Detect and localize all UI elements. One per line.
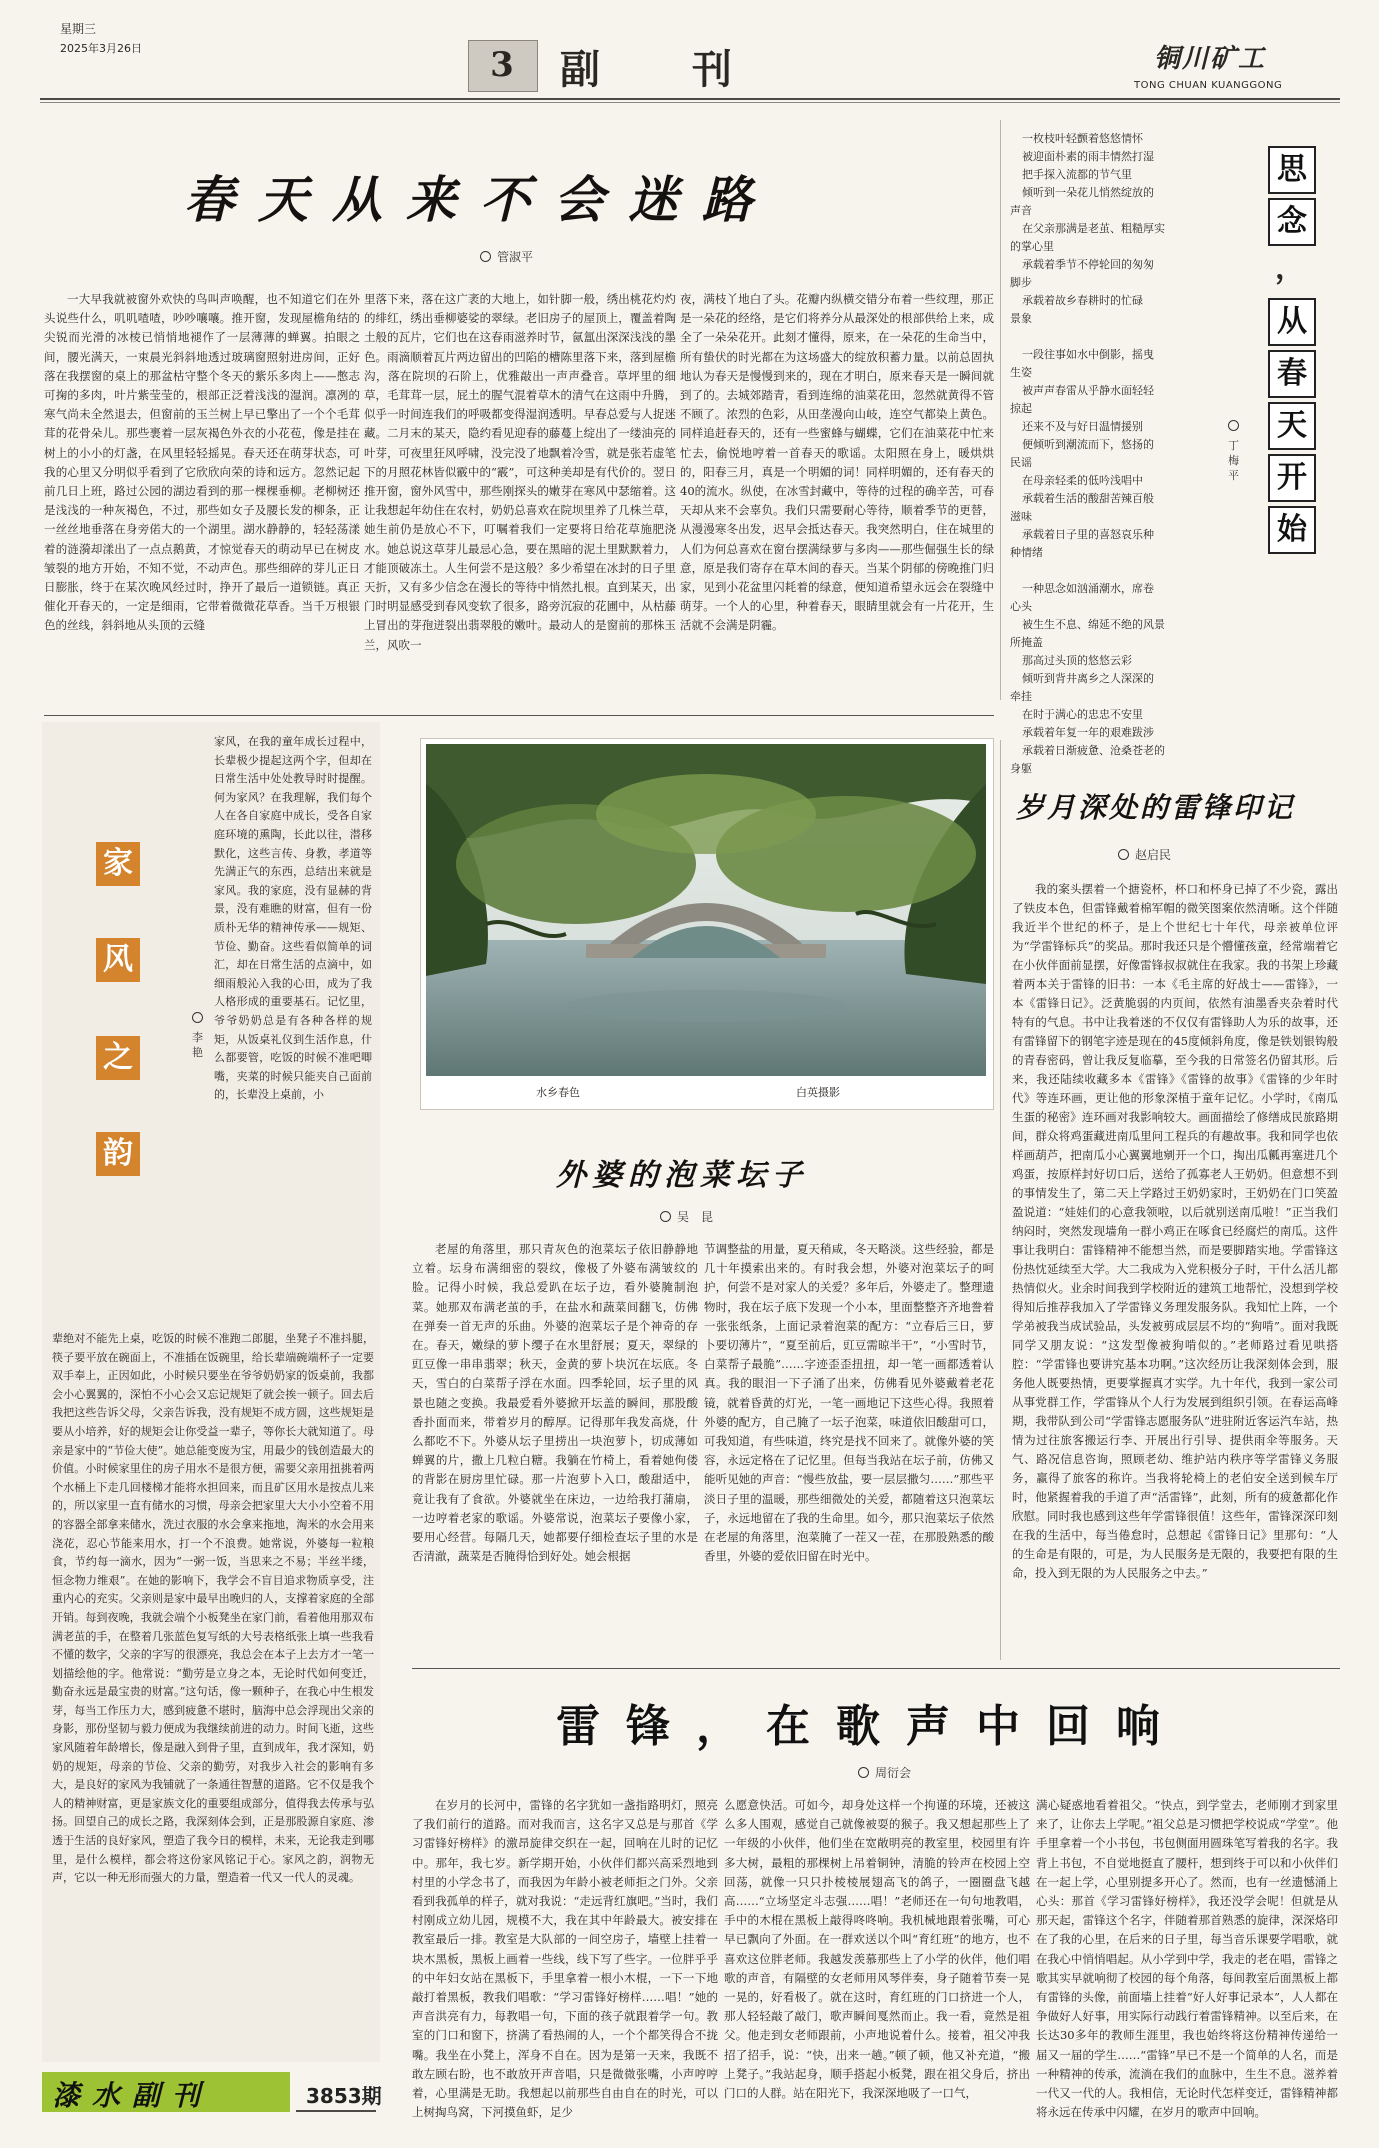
poem-line: 承载着日子里的喜怒哀乐种 <box>1022 528 1154 541</box>
poem-title-char: 开 <box>1268 454 1316 502</box>
section-name: 副 刊 <box>560 46 758 93</box>
pickle-col-1: 老屋的角落里，那只青灰色的泡菜坛子依旧静静地立着。坛身布满细密的裂纹，像极了外婆布满皱纹的脸。记得小时候，我总爱趴在坛子边，看外婆腌制泡菜。她那双布满老茧的手，在盐水和蔬菜间翻飞，仿佛在弹奏一首无声的乐曲。外婆的泡菜坛子是个神奇的存在。春天，嫩绿的萝卜缨子在水里舒展；夏天，翠绿的豇豆像一串串翡翠；秋天，金黄的萝卜块沉在坛底。冬天，雪白的白菜帮子浮在水面。四季轮回，坛子里的风景也随之变换。我最爱看外婆掀开坛盖的瞬间，那股酸香扑面而来，带着岁月的醇厚。记得那年我发高烧，什么都吃不下。外婆从坛子里捞出一块泡萝卜，切成薄如蝉翼的片，撒上几粒白糖。我躺在竹椅上，看着她佝偻的背影在厨房里忙碌。那一片泡萝卜入口，酸甜适中，竟让我有了食欲。外婆就坐在床边，一边给我打蒲扇，一边哼着老家的歌谣。外婆常说，泡菜坛子要像小家，要用心经营。每隔几天，她都要仔细检查坛子里的水是否清澈，蔬菜是否腌得恰到好处。她会根据 <box>412 1242 698 1564</box>
poem-line: 那高过头顶的悠悠云彩 <box>1022 654 1132 667</box>
poem-line: 所掩盖 <box>1010 636 1043 649</box>
masthead-rule <box>40 98 1340 100</box>
footer-issue: 3853期 <box>306 2084 382 2108</box>
family-title-char: 之 <box>96 1036 140 1080</box>
poem-title-char: 从 <box>1268 298 1316 346</box>
poem-line: 景象 <box>1010 312 1032 325</box>
poem-line: 被迎面朴素的雨丰情然打湿 <box>1022 150 1154 163</box>
song-col-2: 么愿意快活。可如今，却身处这样一个拘谨的环境，还被这么多人围观，感觉自己就像被耍的猴子。我又想起那些上了一年级的小伙伴，他们坐在宽敞明亮的教室里，校园里有许多大树，最粗的那棵树上吊着铜钟，清脆的铃声在校园上空回荡，就像一只只扑棱棱展翅高飞的鸽子，一圈圈盘飞越高……“立场坚定斗志强……唱！”老师还在一句句地教唱，手中的木棍在黑板上敲得咚咚响。我机械地跟着张嘴，可心早已飘向了外面。在一群欢送以个叫“育红班”的地方，也不喜欢这位胖老师。我越发羡慕那些上了小学的伙伴，他们唱歌的声音，有隔壁的女老师用风琴伴奏，身子随着节奏一晃一晃的，好看极了。就在这时，育红班的门口挤进一个人，那人轻轻敲了敲门，歌声瞬间戛然而止。我一看，竟然是祖父。他走到女老师跟前，小声地说着什么。接着，祖父冲我招了招手，说：“快，出来一趟。”顿了顿，他又补充道，“搬上凳子。”我站起身，顺手搭起小板凳，跟在祖父身后，挤出门口的人群。站在阳光下，我深深地吸了一口气， <box>724 1798 1030 2101</box>
poem-title-char: ， <box>1275 251 1305 286</box>
poem-line: 承载着故乡春耕时的忙碌 <box>1022 294 1143 307</box>
poem-line: 把手探入流都的节气里 <box>1022 168 1132 181</box>
family-top-rule <box>44 715 994 716</box>
song-author: 周衍会 <box>858 1764 911 1781</box>
poem-line <box>1010 562 1220 580</box>
song-col-3: 满心疑惑地看着祖父。“快点，到学堂去，老师刚才到家里来了，让你去上学呢。”祖父总是习惯把学校说成“学堂”。他手里拿着一个小书包，书包侧面用圆珠笔写着我的名字。我背上书包，不自觉地挺直了腰杆，想到终于可以和小伙伴们在一起上学，心里别提多开心了。然而，也有一丝遗憾涌上心头：那首《学习雷锋好榜样》，我还没学会呢！但就是从那天起，雷锋这个名字，伴随着那首熟悉的旋律，深深烙印在了我的心里，在后来的日子里，每当音乐课要学唱歌，就在我心中悄悄唱起。从小学到中学，我走的老在唱，雷锋之歌其实早就响彻了校园的每个角落，每间教室后面黑板上都有雷锋的头像，前面墙上挂着“好人好事记录本”，人人都在争做好人好事，用实际行动践行着雷锋精神。以至后来，在长达30多年的教师生涯里，我也始终将这份精神传递给一届又一届的学生……“雷锋”早已不是一个简单的人名，而是一种精神的传承，流淌在我们的血脉中，生生不息。滋养着一代又一代的人。我相信，无论时代怎样变迁，雷锋精神都将永远在传承中闪耀，在岁月的歌声中回响。 <box>1036 1798 1338 2120</box>
poem-line: 承载着年复一年的艰难跋涉 <box>1022 726 1154 739</box>
poem-line <box>1010 328 1220 346</box>
poem-line: 的掌心里 <box>1010 240 1054 253</box>
poem-title-char: 天 <box>1268 402 1316 450</box>
poem-title-char: 春 <box>1268 350 1316 398</box>
spring-col-3: 夜，满枝丫地白了头。花瓣内纵横交错分布着一些纹理，那正是一朵花的经络，是它们将养分从最深处的根部供给上来，成全了一朵朵花开。此刻才懂得，原来，在一朵花的生命当中，所有蛰伏的时光都在为这场盛大的绽放积蓄力量。以前总固执地认为春天是慢慢到来的，现在才明白，原来春天是一瞬间就到了的。去城郊踏青，看到连绵的油菜花田，忽然就黄得不管不顾了。浓烈的色彩，从田垄漫向山岐，连空气都染上黄色。同样追赶春天的，还有一些蜜蜂与蝴蝶，它们在油菜花中忙来忙去，偷悦地哼着一首春天的歌谣。太阳照在身上，暖烘烘的，阳春三月，真是一个明媚的词！同样明媚的，还有春天的40的流水。纵使，在冰雪封藏中，等待的过程的确辛苦，可春天却从来不会辜负。我们只需要耐心等待，顺着季节的更替，从漫漫寒冬出发，迟早会抵达春天。我突然明白，住在城里的人们为何总喜欢在窗台摆满绿萝与多肉——那些倔强生长的绿意，原是我们寄存在草木间的春天。当某个阴郁的傍晚推门归家，见到小花盆里闪耗着的绿意，便知道希望永远会在裂缝中萌芽。一个人的心里，种着春天，眼睛里就会有一片花开，生活就不会满是阴霾。 <box>680 292 994 633</box>
pickle-title: 外婆的泡菜坛子 <box>556 1158 808 1193</box>
poem-line: 承载着日渐疲惫、沧桑苍老的 <box>1022 744 1165 757</box>
author-ring-icon <box>1118 849 1129 860</box>
spring-author: 管淑平 <box>480 248 533 265</box>
poem-line: 一段往事如水中倒影，摇曳 <box>1022 348 1154 361</box>
masthead-rule-thin <box>40 102 1340 103</box>
author-ring-icon <box>480 251 491 262</box>
poem-line: 一种思念如汹涌潮水，席卷 <box>1022 582 1154 595</box>
poem-line: 民谣 <box>1010 456 1032 469</box>
memory-author: 赵启民 <box>1118 846 1171 863</box>
poem-line: 一枚枝叶轻颤着悠悠情怀 <box>1022 132 1143 145</box>
song-col-1: 在岁月的长河中，雷锋的名字犹如一盏指路明灯，照亮了我们前行的道路。而对我而言，这名字又总是与那首《学习雷锋好榜样》的激昂旋律交织在一起，回响在儿时的记忆中。那年，我七岁。新学期开始，小伙伴们都兴高采烈地到村里的小学念书了，而我因为年龄小被老师拒之门外。父亲看到我孤单的样子，就对我说：“走远背红旗吧。”当时，我们村刚成立幼儿园，规模不大，我在其中年龄最大。被安排在教室最后一排。教室是大队部的一间空房子，墙壁上挂着一块木黑板，黑板上画着一些线，线下写了些字。一位胖乎乎的中年妇女站在黑板下，手里拿着一根小木棍，一下一下地敲打着黑板，教我们唱歌：“学习雷锋好榜样……唱！”她的声音洪亮有力，每教唱一句，下面的孩子就跟着学一句。教室的门口和窗下，挤满了看热闹的人，一个个都笑得合不拢嘴。我坐在小凳上，浑身不自在。因为是第一天来，我既不敢左顾右盼，也不敢放开声音唱，只是微微张嘴，小声哼哼着，心里满是无助。我想起以前那些自由自在的时光，可以上树掏鸟窝，下河摸鱼虾，足少 <box>412 1798 718 2120</box>
song-top-rule <box>412 1668 1340 1669</box>
author-ring-icon <box>660 1211 671 1222</box>
poem-line: 滋味 <box>1010 510 1032 523</box>
poem-lines-list <box>1010 130 1220 778</box>
spring-right-rule <box>1000 120 1001 700</box>
author-ring-icon <box>192 1012 203 1023</box>
photo-caption-right: 白英摄影 <box>796 1086 840 1099</box>
poem-line: 倾听到背井离乡之人深深的 <box>1022 672 1154 685</box>
family-title-char: 家 <box>96 842 140 886</box>
poem-line: 被声声春雷从乎静水面轻轻 <box>1022 384 1154 397</box>
memory-title: 岁月深处的雷锋印记 <box>1016 791 1296 824</box>
page-number: 3 <box>490 45 514 85</box>
poem-line: 身躯 <box>1010 762 1032 775</box>
poem-title-char: 念 <box>1268 198 1316 246</box>
paper-name: 铜川矿工 <box>1154 44 1267 74</box>
spring-col-2: 里落下来，落在这广袤的大地上，如针脚一般，绣出桃花灼灼的绯红，绣出垂柳婆娑的翠绿。老旧房子的屋顶上，覆盖着陶土般的瓦片，它们也在这春雨滋养时节，氤氲出深深浅浅的墨色。雨滴顺着瓦片两边留出的凹陷的槽陈里落下来，落到屋檐沟，落在院坝的石阶上，优雅敲出一声声叠音。草坪里的细草，毛茸茸一层，屁土的腥气混着草木的清气在这雨中升腾，似乎一时间连我们的呼吸都变得湿润透明。早春总爱与人捉迷藏。二月末的某天，隐约看见迎春的藤蔓上绽出了一缕油亮的叶芽，可夜里狂风呼啸，没完没了地飘着冷雪，就是张若虚笔下的月照花林皆似霰中的“霰”，可这种美却是有代价的。翌日推开窗，窗外风雪中，那些刚探头的嫩芽在寒风中瑟缩着。这让我想起年幼住在农村，奶奶总喜欢在院坝里养了几株兰草，她生前仍是放心不下，叮嘱着我们一定要将日给花草施肥浇水。她总说这草芽儿最忌心急，要在黑暗的泥土里默默着力，才能顶破冻土。人生何尝不是这般？多少希望在冰封的日子里天折，又有多少信念在漫长的等待中悄然扎根。直到某天，出门时明显感受到春风变软了很多，路旁沉寂的花圃中，从枯藤上冒出的芽孢迸裂出翡翠般的嫩叶。最动人的是窗前的那株玉兰，风吹一 <box>364 292 676 652</box>
song-title: 雷锋，在歌声中回响 <box>556 1701 1186 1752</box>
poem-line: 脚步 <box>1010 276 1032 289</box>
poem-lines <box>1010 130 1220 775</box>
poem-author: 丁梅平 <box>1228 420 1242 483</box>
poem-line: 生姿 <box>1010 366 1032 379</box>
poem-line: 掠起 <box>1010 402 1032 415</box>
footer-rule <box>296 2110 376 2112</box>
poem-line: 承载着生活的酸甜苦辣百般 <box>1022 492 1154 505</box>
poem-title-char: 思 <box>1268 146 1316 194</box>
poem-line: 种情绪 <box>1010 546 1043 559</box>
poem-line: 便倾听到潮流而下，悠扬的 <box>1022 438 1154 451</box>
footer-brand: 漆水副刊 <box>52 2079 213 2112</box>
spring-col-1: 一大早我就被窗外欢快的鸟叫声唤醒，也不知道它们在外头说些什么，叽叽喳喳，吵吵嚷嚷。推开窗，发现屋檐角结的尖锐而光滑的冰棱已悄悄地褪作了一层薄薄的蝉翼。拍眼之间，腰光满天，一束晨光斜斜地透过玻璃窗照射进房间，正好落在我摆窗的桌上的那盆枯守整个冬天的紫乐多肉上——憋志可掬的多肉，叶片紫莹莹的，根部正泛着浅浅的湿润。凛冽的寒气尚未全然退去，但窗前的玉兰树上早已擎出了一个个毛茸茸的花骨朵儿。那些裹着一层灰褐色外衣的小花苞，像是挂在树上的小小的灯盏，在风里轻轻摇晃。春天还在萌芽状态，可我的心里又分明似乎看到了它欣欣向荣的诗和远方。忽然记起前几日上班，路过公园的湖边看到的那一棵棵垂柳。老柳树还是浅浅的一种灰褐色，不过，那些如女子及腰长发的柳条，正一丝丝地垂落在身旁偌大的一个湖里。湖水静静的，轻轻荡漾着的涟漪却漾出了一点点鹅黄，才惊觉春天的萌动早已在树皮皱裂的地方开始，不知不觉，不动声色。那些细碎的芽儿正日日膨胀，终于在某次晚风经过时，挣开了最后一道锁链。真正催化开春天的，一定是细雨，它带着微微花草香。当千万根银色的丝线，斜斜地从头顶的云缝 <box>44 292 360 633</box>
poem-line: 被生生不息、绵延不绝的风景 <box>1022 618 1165 631</box>
poem-title-char: 始 <box>1268 506 1316 554</box>
poem-line: 声音 <box>1010 204 1032 217</box>
pickle-col-2: 节调整盐的用量，夏天稍咸，冬天略淡。这些经验，都是几十年摸索出来的。有时我会想，外婆对泡菜坛子的呵护，何尝不是对家人的关爱？多年后，外婆走了。整理遗物时，我在坛子底下发现一个小本，里面整整齐齐地誊着一张张纸条，上面记录着泡菜的配方：“立春后三日，萝卜要切薄片”，“夏至前后，豇豆需晾半干”，“小雪时节，白菜帮子最脆”……字迹歪歪扭扭，却一笔一画都透着认真。我的眼泪一下子涌了出来，仿佛看见外婆戴着老花镜，就着昏黄的灯光，一笔一画地记下这些心得。我照着外婆的配方，自己腌了一坛子泡菜，味道依旧酸甜可口，可我知道，有些味道，终究是找不回来了。就像外婆的笑容，永远定格在了记忆里。但每当我站在坛子前，仿佛又能听见她的声音：“慢些放盐，要一层层撒匀……”那些平淡日子里的温暖，那些细微处的关爱，都随着这只泡菜坛子，永远地留在了我的生命里。如今，那只泡菜坛子依然在老屋的角落里，泡菜腌了一茬又一茬，在那股熟悉的酸香里，外婆的爱依旧留在时光中。 <box>704 1242 994 1564</box>
family-title-char: 风 <box>96 938 140 982</box>
poem-line: 还来不及与好日温情援别 <box>1022 420 1143 433</box>
poem-line: 心头 <box>1010 600 1032 613</box>
poem-line: 在父亲那满是老茧、粗糙厚实 <box>1022 222 1165 235</box>
weekday: 星期三 <box>60 22 97 36</box>
pickle-author: 吴 昆 <box>660 1208 713 1225</box>
family-author: 李 艳 <box>192 1012 206 1060</box>
family-text-narrow: 家风，在我的童年成长过程中，长辈极少提起这两个字，但却在日常生活中处处教导时时提醒。何为家风？在我理解，我们每个人在各自家庭中成长，受各自家庭环境的熏陶，长此以往，潜移默化，这些言传、身教，孝道等先满正气的东西，总结出来就是家风。我的家庭，没有显赫的背景，没有难瞧的财富，但有一份质朴无华的精神传承——规矩、节俭、勤奋。这些看似简单的词汇，却在日常生活的点滴中，如细雨般沁入我的心田，成为了我人格形成的重要基石。记忆里，爷爷奶奶总是有各种各样的规矩，从饭桌礼仪到生活作息，什么都要管，吃饭的时候不准吧唧嘴，夹菜的时候只能夹自己面前的，长辈没上桌前，小 <box>214 735 372 1102</box>
family-title-char: 韵 <box>96 1132 140 1176</box>
memory-text: 我的案头摆着一个搪瓷杯，杯口和杯身已掉了不少瓷，露出了铁皮本色，但雷锋戴着棉军帽的微笑图案依然清晰。这个伴随我近半个世纪的杯子，是上个世纪七十年代，母亲被单位评为“学雷锋标兵”的奖品。那时我还只是个懵懂孩童，经常端着它在小伙伴面前显摆，好像雷锋叔叔就住在我家。我的书架上珍藏着两本关于雷锋的旧书：一本《毛主席的好战士——雷锋》，一本《雷锋日记》。泛黄脆弱的内页间，依然有油墨香夹杂着时代特有的气息。书中让我着迷的不仅仅有雷锋助人为乐的故事，还有雷锋留下的钢笔字迹是现在的45度倾斜角度，像是铁划银钩般的青春密码，曾让我反复临摹，至今我的日常签名仍留其形。后来，我还陆续收藏多本《雷锋》《雷锋的故事》《雷锋的少年时代》等连环画，更让他的形象深植于童年记忆。小学时，《南瓜生蛋的秘密》连环画对我影响较大。画面描绘了修缮成民旅路期间，群众将鸡蛋藏进南瓜里问工程兵的有趣故事。我和同学也依样画葫芦，把南瓜小心翼翼地剜开一个口，掏出瓜瓤再塞进几个鸡蛋，按原样封好切口后，送给了孤寡老人王奶奶。但意想不到的事情发生了，第二天上学路过王奶奶家时，王奶奶在门口笑盈盈说道：“娃娃们的心意我领啦，以后就别送南瓜啦！”正当我们纳闷时，突然发现墙角一群小鸡正在啄食已经腐烂的南瓜。这件事让我明白：雷锋精神不能想当然，而是要脚踏实地。学雷锋这份热忱延续至大学。大二我成为入党积极分子时，干什么活儿都热情似火。业余时间我到学校附近的建筑工地帮忙，没想到学校得知后推荐我加入了学雷锋义务理发服务队。我知忙上阵，一个学弟被我当成试验品，头发被剪成层层不均的“狗啃”。面对我既同学又朋友说：“这发型像被狗啃似的。”老师路过看见哄搭腔：“学雷锋也要讲究基本功啊。”这次经历让我深刻体会到，服务他人既要热情，更要掌握真才实学。九十年代，我到一家公司从事党群工作，学雷锋从个人行为发展到组织引领。在春运高峰期，我带队到公司“学雷锋志愿服务队”进驻附近客运汽车站，热情为过往旅客搬运行李、开展出行引导、提供雨伞等服务。天气、路况信息咨询，照顾老幼、维护站内秩序等学雷锋义务服务，赢得了旅客的称许。当我将轮椅上的老伯安全送到候车厅时，他紧握着我的手道了声“活雷锋”，此刻，所有的疲惫都化作欣慰。同时我也感到这些年学雷锋很值！这些年，雷锋深深印刻在我的生活中，每当倦怠时，总想起《雷锋日记》里那句：“人的生命是有限的，可是，为人民服务是无限的，我要把有限的生命，投入到无限的为人民服务之中去。” <box>1012 882 1338 1580</box>
poem-line: 在时于满心的忠忠不安里 <box>1022 708 1143 721</box>
photo-caption-left: 水乡春色 <box>536 1086 580 1099</box>
spring-landscape-photo <box>426 744 986 1076</box>
author-ring-icon <box>1228 420 1239 431</box>
spring-title: 春天从来不会迷路 <box>184 170 776 229</box>
paper-pinyin: TONG CHUAN KUANGGONG <box>1134 80 1283 91</box>
issue-date: 2025年3月26日 <box>60 42 142 55</box>
poem-line: 承载着季节不停轮回的匆匆 <box>1022 258 1154 271</box>
family-text-wide: 辈绝对不能先上桌，吃饭的时候不准跑二郎腿，坐凳子不准抖腿，筷子要平放在碗面上，不准插在饭碗里，给长辈端碗端杯子一定要双手奉上，正因如此，小时候只要坐在爷爷奶奶家的饭桌前，我都会小心翼翼的，深怕不小心会又忘记规矩了就会挨一顿子。回去后我把这些告诉父母，父亲告诉我，没有规矩不成方圆，这些规矩是要从小培养，好的规矩会让你受益一辈子，等你长大就知道了。母亲是家中的“节俭大使”。她总能变废为宝，用最少的钱创造最大的价值。小时候家里住的房子用水不是很方便，需要父亲用扭挑着两个水桶上下走几回楼梯才能将水担回来，而且矿区用水是按点儿来的，所以家里一直有储水的习惯，母亲会把家里大大小小空着不用的容器全部拿来储水，洗过衣服的水会拿来拖地，淘米的水会用来浇花，忍心节能来用水，打一个不浪费。她常说，外婆每一粒粮食，节约每一滴水，因为“一粥一饭，当思来之不易；半丝半缕，恒念物力维艰”。在她的影响下，我学会不盲目追求物质享受，注重内心的充实。父亲则是家中最早出晚归的人，支撑着家庭的全部开销。每到夜晚，我就会端个小板凳坐在家门前，看着他用那双布满老茧的手，在整着几张蓝色复写纸的大号表格纸张上填一些我看不懂的数字，父亲的字写的很漂亮，我总会在本子上去方才一笔一划描绘他的字。他常说：“勤劳是立身之本，无论时代如何变迁，勤奋永远是最宝贵的财富。”这句话，像一颗种子，在我心中生根发芽，每当工作压力大，感到疲惫不堪时，脑海中总会浮现出父亲的身影，那份坚韧与毅力便成为我继续前进的动力。时间飞逝，这些家风随着年龄增长，像是融入到骨子里，直到成年，我才深知，奶奶的规矩，母亲的节俭、父亲的勤劳，对我步入社会的影响有多大，是良好的家风为我铺就了一条通往智慧的道路。它不仅是我个人的精神财富，更是家族文化的重要组成部分，值得我去传承与弘扬。回望自己的成长之路，我深刻体会到，正是那股源自家庭、渗透于生活的良好家风，塑造了我今日的模样，未来，无论我走到哪里，是什么模样，都会将这份家风铭记于心。家风之韵，润物无声，它以一种无形而强大的力量，塑造着一代又一代人的灵魂。 <box>52 1332 374 1885</box>
poem-line: 牵挂 <box>1010 690 1032 703</box>
poem-line: 倾听到一朵花儿悄然绽放的 <box>1022 186 1154 199</box>
memory-left-rule <box>1000 740 1001 1660</box>
author-ring-icon <box>858 1767 869 1778</box>
poem-line: 在母亲轻柔的低吟浅唱中 <box>1022 474 1143 487</box>
